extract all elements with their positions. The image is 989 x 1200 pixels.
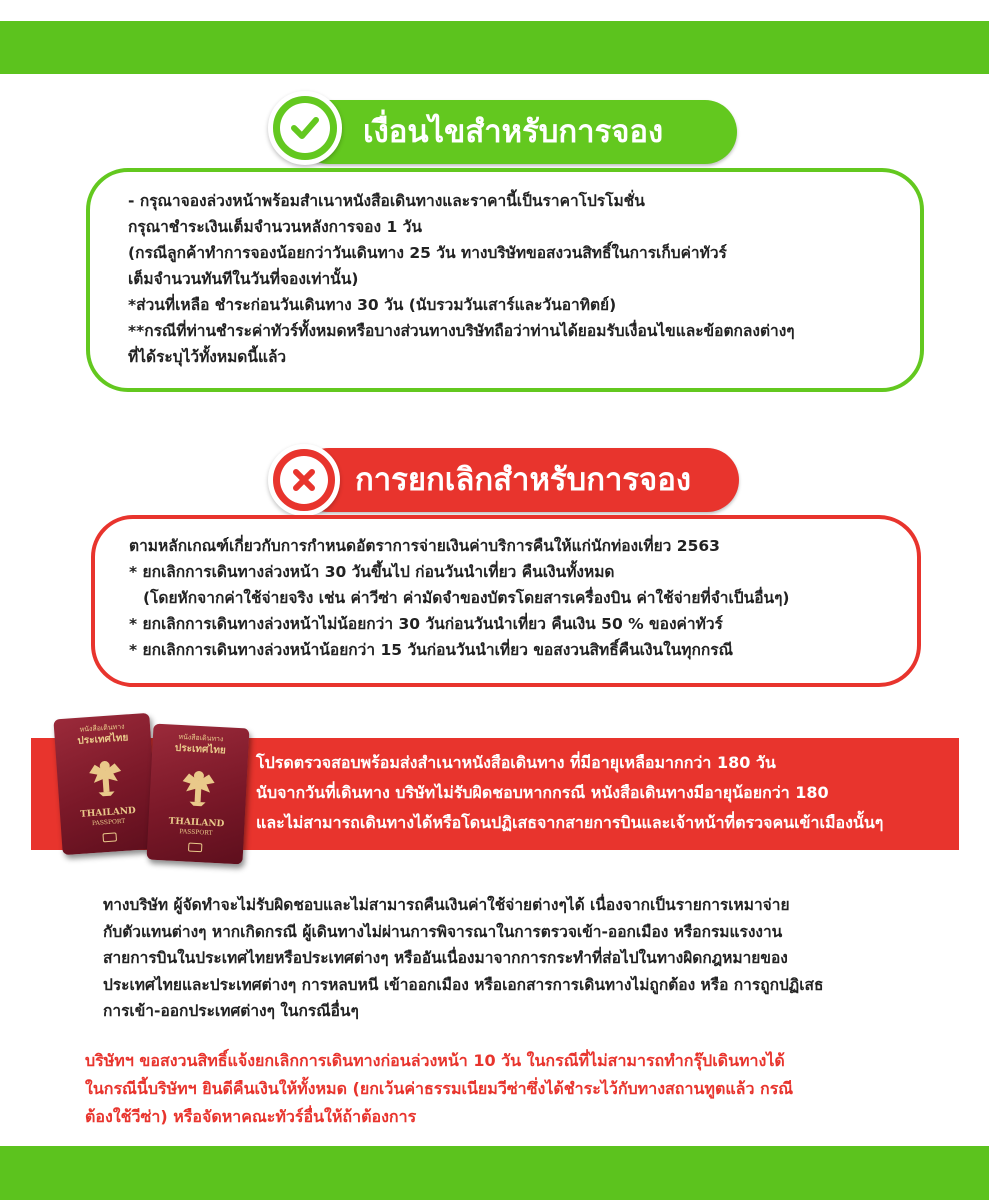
checkmark-icon bbox=[280, 103, 330, 153]
cancellation-box bbox=[91, 515, 921, 687]
chip-icon bbox=[102, 832, 117, 842]
cancellation-notice bbox=[85, 1047, 955, 1131]
garuda-emblem-icon bbox=[82, 753, 129, 800]
condition-line: กรุณาชำระเงินเต็มจำนวนหลังการจอง 1 วัน bbox=[128, 218, 422, 236]
banner-line: นับจากวันที่เดินทาง บริษัทไม่รับผิดชอบหากกรณี หนังสือเดินทางมีอายุน้อยกว่า 180 bbox=[256, 783, 829, 802]
notice-line: บริษัทฯ ขอสงวนสิทธิ์แจ้งยกเลิกการเดินทางก่อนล่วงหน้า 10 วัน ในกรณีที่ไม่สามารถทำกรุ๊ปเดินทางได้ bbox=[85, 1051, 785, 1070]
garuda-emblem-icon bbox=[175, 763, 221, 809]
notice-line: ต้องใช้วีซ่า) หรือจัดหาคณะทัวร์อื่นให้ถ้าต้องการ bbox=[85, 1107, 417, 1126]
bottom-green-bar bbox=[0, 1146, 989, 1200]
passport-banner-text bbox=[256, 748, 883, 838]
condition-line: *ส่วนที่เหลือ ชำระก่อนวันเดินทาง 30 วัน (นับรวมวันเสาร์และวันอาทิตย์) bbox=[128, 296, 617, 314]
disclaimer-paragraph bbox=[103, 892, 953, 1025]
cross-badge bbox=[268, 444, 340, 516]
banner-line: และไม่สามารถเดินทางได้หรือโดนปฏิเสธจากสายการบินและเจ้าหน้าที่ตรวจคนเข้าเมืองนั้นๆ bbox=[256, 813, 884, 832]
condition-line: **กรณีที่ท่านชำระค่าทัวร์ทั้งหมดหรือบางส่วนทางบริษัทถือว่าท่านได้ยอมรับเงื่อนไขและข้อตกลงต่างๆ bbox=[128, 322, 795, 340]
disclaimer-line: ทางบริษัท ผู้จัดทำจะไม่รับผิดชอบและไม่สามารถคืนเงินค่าใช้จ่ายต่างๆได้ เนื่องจากเป็นรายการเหมาจ่าย bbox=[103, 896, 790, 914]
cancellation-line: * ยกเลิกการเดินทางล่วงหน้า 30 วันขึ้นไป ก่อนวันนำเที่ยว คืนเงินทั้งหมด bbox=[129, 563, 615, 581]
condition-line: - กรุณาจองล่วงหน้าพร้อมสำเนาหนังสือเดินทางและราคานี้เป็นราคาโปรโมชั่น bbox=[128, 192, 645, 210]
top-green-bar bbox=[0, 21, 989, 74]
cross-icon bbox=[280, 456, 328, 504]
cancellation-line: * ยกเลิกการเดินทางล่วงหน้าไม่น้อยกว่า 30 วันก่อนวันนำเที่ยว คืนเงิน 50 % ของค่าทัวร์ bbox=[129, 615, 723, 633]
disclaimer-line: ประเทศไทยและประเทศต่างๆ การหลบหนี เข้าออกเมือง หรือเอกสารการเดินทางไม่ถูกต้อง หรือ การถูกปฏิเสธ bbox=[103, 975, 824, 994]
checkmark-badge bbox=[268, 91, 342, 165]
notice-line: ในกรณีนี้บริษัทฯ ยินดีคืนเงินให้ทั้งหมด (ยกเว้นค่าธรรมเนียมวีซ่าซึ่งได้ชำระไว้กับทางสถานทูตแล้ว กรณี bbox=[85, 1079, 794, 1098]
cancellation-line: (โดยหักจากค่าใช้จ่ายจริง เช่น ค่าวีซ่า ค่ามัดจำของบัตรโดยสารเครื่องบิน ค่าใช้จ่ายที่จำเป็นอื่นๆ) bbox=[143, 589, 790, 607]
banner-line: โปรดตรวจสอบพร้อมส่งสำเนาหนังสือเดินทาง ที่มีอายุเหลือมากกว่า 180 วัน bbox=[256, 753, 776, 772]
chip-icon bbox=[188, 843, 202, 853]
condition-line: (กรณีลูกค้าทำการจองน้อยกว่าวันเดินทาง 25 วัน ทางบริษัทขอสงวนสิทธิ์ในการเก็บค่าทัวร์ bbox=[128, 244, 727, 262]
condition-line: ที่ได้ระบุไว้ทั้งหมดนี้แล้ว bbox=[128, 348, 287, 366]
booking-conditions-title: เงื่อนไขสำหรับการจอง bbox=[297, 100, 737, 164]
cancellation-line: * ยกเลิกการเดินทางล่วงหน้าน้อยกว่า 15 วันก่อนวันนำเที่ยว ขอสงวนสิทธิ์คืนเงินในทุกกรณี bbox=[129, 641, 733, 659]
booking-conditions-box bbox=[86, 168, 924, 392]
disclaimer-line: กับตัวแทนต่างๆ หากเกิดกรณี ผู้เดินทางไม่ผ่านการพิจารณาในการตรวจเข้า-ออกเมือง หรือกรมแรงงาน bbox=[103, 922, 783, 941]
disclaimer-line: สายการบินในประเทศไทยหรือประเทศต่างๆ หรืออันเนื่องมาจากการกระทำที่ส่อไปในทางผิดกฎหมายของ bbox=[103, 949, 788, 967]
passport-image: หนังสือเดินทาง ประเทศไทย THAILAND PASSPORT bbox=[147, 724, 250, 865]
passport-image: หนังสือเดินทาง ประเทศไทย THAILAND PASSPORT bbox=[53, 713, 158, 855]
cancellation-line: ตามหลักเกณฑ์เกี่ยวกับการกำหนดอัตราการจ่ายเงินค่าบริการคืนให้แก่นักท่องเที่ยว 2563 bbox=[129, 537, 720, 555]
condition-line: เต็มจำนวนทันทีในวันที่จองเท่านั้น) bbox=[128, 270, 359, 288]
disclaimer-line: การเข้า-ออกประเทศต่างๆ ในกรณีอื่นๆ bbox=[103, 1002, 359, 1020]
cancellation-title: การยกเลิกสำหรับการจอง bbox=[297, 448, 739, 512]
